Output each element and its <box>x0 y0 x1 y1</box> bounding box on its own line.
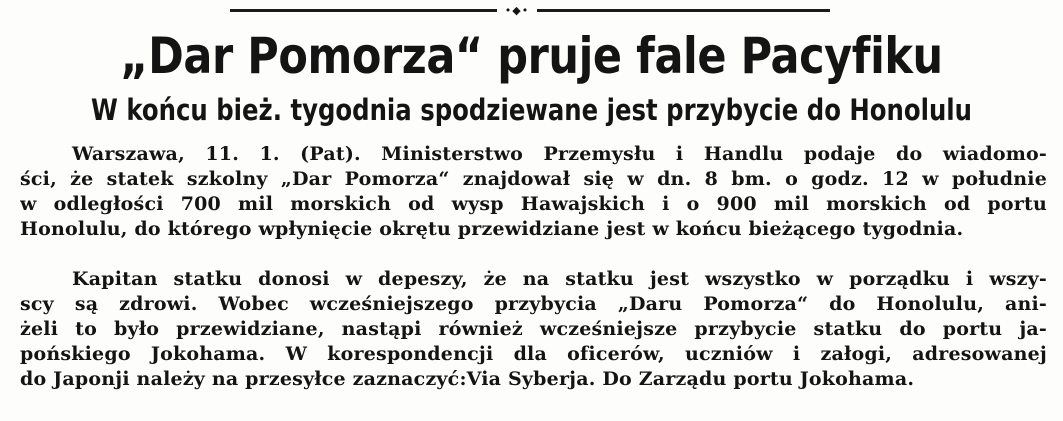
headline: „Dar Pomorza“ pruje fale Pacyfiku <box>120 27 943 85</box>
paragraph-line: Warszawa, 11. 1. (Pat). Ministerstwo Przemysłu i Handlu podaje do wiadomo- <box>72 143 1047 165</box>
paragraph-line: Honolulu, do którego wpłynięcie okrętu przewidziane jest w końcu bieżącego tygodnia. <box>20 218 964 240</box>
paragraph-line: ści, że statek szkolny „Dar Pomorza“ znajdował się w dn. 8 bm. o godz. 12 w południe <box>20 168 1047 190</box>
paragraph-line: pońskiego Jokohama. W korespondencji dla oficerów, uczniów i załogi, adresowanej <box>20 343 1047 365</box>
paragraph-line: do Japonji należy na przesyłce zaznaczyć:Via Syberja. Do Zarządu portu Jokohama. <box>20 368 915 390</box>
paragraph-line: w odległości 700 mil morskich od wysp Hawajskich i o 900 mil morskich od portu <box>20 193 1047 215</box>
paragraph-2 <box>20 267 1047 392</box>
paragraph-line: Kapitan statku donosi w depeszy, że na statku jest wszystko w porządku i wszy- <box>72 268 1047 290</box>
paragraph-1 <box>20 142 1047 242</box>
subheadline: W końcu bież. tygodnia spodziewane jest przybycie do Honolulu <box>90 93 973 127</box>
rule-ornament: •◆• <box>497 4 537 17</box>
paragraph-line: scy są zdrowi. Wobec wcześniejszego przybycia „Daru Pomorza“ do Honolulu, ani- <box>20 293 1047 315</box>
paragraph-line: żeli to było przewidziane, nastąpi również wcześniejsze przybycie statku do portu ja- <box>20 318 1047 340</box>
